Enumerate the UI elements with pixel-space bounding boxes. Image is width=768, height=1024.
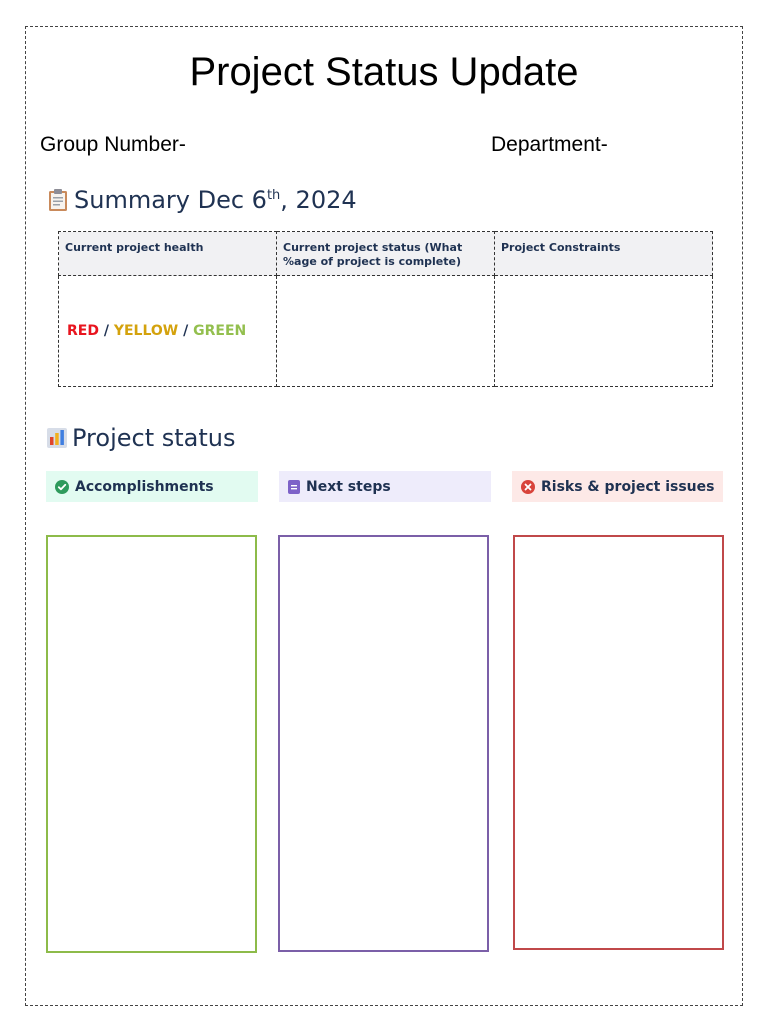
summary-table-header-row <box>59 232 713 276</box>
note-icon <box>288 480 300 494</box>
summary-heading-text: Summary Dec 6th, 2024 <box>74 186 357 214</box>
health-yellow: YELLOW <box>113 323 179 339</box>
risks-label: Risks & project issues <box>541 478 715 495</box>
group-number-label: Group Number- <box>40 133 186 156</box>
next-steps-chip <box>279 471 491 502</box>
summary-heading <box>47 186 357 214</box>
risks-chip <box>512 471 723 502</box>
project-status-heading <box>47 424 236 452</box>
summary-table <box>58 231 713 387</box>
header-current-status: Current project status (What %age of project is complete) <box>277 232 495 276</box>
header-constraints: Project Constraints <box>495 232 713 276</box>
health-red: RED <box>67 323 99 339</box>
x-circle-icon <box>521 480 535 494</box>
summary-table-row <box>59 276 713 387</box>
status-cell[interactable] <box>277 276 495 387</box>
next-steps-box[interactable] <box>278 535 489 952</box>
health-green: GREEN <box>193 323 247 339</box>
accomplishments-label: Accomplishments <box>75 478 214 495</box>
project-status-heading-text: Project status <box>72 424 236 452</box>
clipboard-icon <box>47 188 69 212</box>
document-title: Project Status Update <box>189 50 579 94</box>
accomplishments-chip <box>46 471 258 502</box>
accomplishments-box[interactable] <box>46 535 257 953</box>
check-circle-icon <box>55 480 69 494</box>
header-current-health: Current project health <box>59 232 277 276</box>
next-steps-label: Next steps <box>306 478 391 495</box>
constraints-cell[interactable] <box>495 276 713 387</box>
health-cell[interactable]: RED / YELLOW / GREEN <box>59 276 277 387</box>
department-label: Department- <box>491 133 608 156</box>
bar-chart-icon <box>47 428 67 448</box>
risks-box[interactable] <box>513 535 724 950</box>
